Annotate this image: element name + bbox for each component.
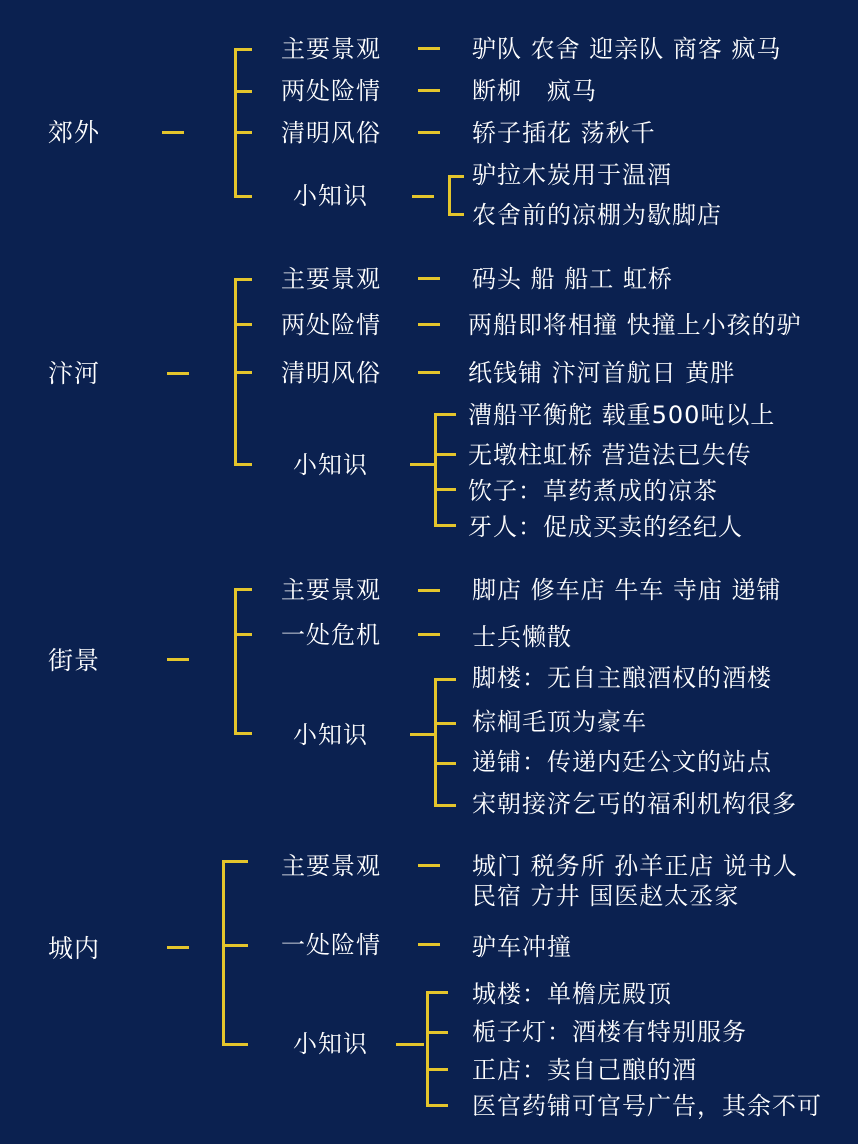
connector	[418, 323, 440, 326]
detail-item: 正店：卖自己酿的酒	[472, 1056, 697, 1084]
connector	[448, 213, 464, 216]
bracket	[434, 678, 437, 806]
bracket	[426, 991, 429, 1106]
detail-item: 饮子：草药煮成的凉茶	[468, 477, 718, 505]
category-label: 两处险情	[281, 311, 381, 339]
detail-item: 驴车冲撞	[472, 933, 572, 961]
connector	[434, 524, 456, 527]
connector	[222, 944, 248, 947]
detail-item: 漕船平衡舵 载重500吨以上	[468, 401, 776, 429]
category-label: 主要景观	[281, 265, 381, 293]
section-title: 郊外	[48, 118, 101, 147]
connector	[234, 463, 252, 466]
connector	[426, 991, 448, 994]
connector	[234, 588, 252, 591]
detail-item: 民宿 方井 国医赵太丞家	[472, 882, 740, 910]
connector	[234, 90, 252, 93]
detail-item: 棕榈毛顶为豪车	[472, 708, 647, 736]
detail-item: 断柳 疯马	[472, 77, 597, 105]
connector	[234, 195, 252, 198]
detail-item: 无墩柱虹桥 营造法已失传	[468, 441, 752, 469]
detail-item: 医官药铺可官号广告，其余不可	[472, 1092, 822, 1120]
connector	[434, 488, 456, 491]
connector	[162, 131, 184, 134]
connector	[418, 943, 440, 946]
category-label: 小知识	[293, 451, 368, 479]
connector	[234, 323, 252, 326]
connector	[434, 413, 456, 416]
detail-item: 码头 船 船工 虹桥	[472, 265, 673, 293]
detail-item: 驴队 农舍 迎亲队 商客 疯马	[472, 35, 782, 63]
category-label: 一处险情	[281, 931, 381, 959]
connector	[426, 1104, 448, 1107]
connector	[167, 372, 189, 375]
connector	[234, 371, 252, 374]
detail-item: 递铺：传递内廷公文的站点	[472, 748, 772, 776]
connector	[418, 864, 440, 867]
detail-item: 城楼：单檐庑殿顶	[472, 980, 672, 1008]
section-title: 街景	[48, 646, 101, 675]
connector	[167, 658, 189, 661]
detail-item: 驴拉木炭用于温酒	[472, 161, 672, 189]
detail-item: 纸钱铺 汴河首航日 黄胖	[468, 359, 736, 387]
category-label: 小知识	[293, 1030, 368, 1058]
detail-item: 牙人：促成买卖的经纪人	[468, 513, 743, 541]
detail-item: 士兵懒散	[472, 623, 572, 651]
connector	[167, 946, 189, 949]
category-label: 清明风俗	[281, 119, 381, 147]
category-label: 小知识	[293, 721, 368, 749]
connector	[234, 633, 252, 636]
connector	[418, 277, 440, 280]
category-label: 主要景观	[281, 852, 381, 880]
section-title: 汴河	[48, 359, 101, 388]
bracket	[234, 588, 237, 734]
connector	[418, 371, 440, 374]
connector	[396, 1043, 424, 1046]
bracket	[234, 48, 237, 197]
detail-item: 两船即将相撞 快撞上小孩的驴	[468, 311, 802, 339]
bracket	[448, 175, 451, 215]
connector	[222, 1043, 248, 1046]
connector	[410, 733, 434, 736]
connector	[418, 589, 440, 592]
connector	[434, 762, 456, 765]
category-label: 主要景观	[281, 576, 381, 604]
connector	[418, 47, 440, 50]
connector	[434, 804, 456, 807]
connector	[418, 89, 440, 92]
connector	[234, 131, 252, 134]
connector	[426, 1031, 448, 1034]
detail-item: 脚店 修车店 牛车 寺庙 递铺	[472, 576, 782, 604]
connector	[412, 195, 434, 198]
connector	[410, 463, 434, 466]
connector	[234, 732, 252, 735]
section-title: 城内	[48, 934, 101, 963]
category-label: 一处危机	[281, 621, 381, 649]
detail-item: 城门 税务所 孙羊正店 说书人	[472, 852, 798, 880]
connector	[434, 453, 456, 456]
connector	[418, 633, 440, 636]
bracket	[222, 860, 225, 1045]
connector	[234, 48, 252, 51]
category-label: 清明风俗	[281, 359, 381, 387]
category-label: 两处险情	[281, 77, 381, 105]
detail-item: 脚楼：无自主酿酒权的酒楼	[472, 664, 772, 692]
connector	[448, 175, 464, 178]
connector	[418, 131, 440, 134]
detail-item: 轿子插花 荡秋千	[472, 119, 656, 147]
category-label: 主要景观	[281, 35, 381, 63]
detail-item: 宋朝接济乞丐的福利机构很多	[472, 790, 797, 818]
category-label: 小知识	[293, 182, 368, 210]
bracket	[434, 413, 437, 526]
connector	[434, 722, 456, 725]
connector	[234, 278, 252, 281]
connector	[222, 860, 248, 863]
detail-item: 栀子灯：酒楼有特别服务	[472, 1018, 747, 1046]
connector	[426, 1068, 448, 1071]
detail-item: 农舍前的凉棚为歇脚店	[472, 201, 722, 229]
connector	[434, 678, 456, 681]
